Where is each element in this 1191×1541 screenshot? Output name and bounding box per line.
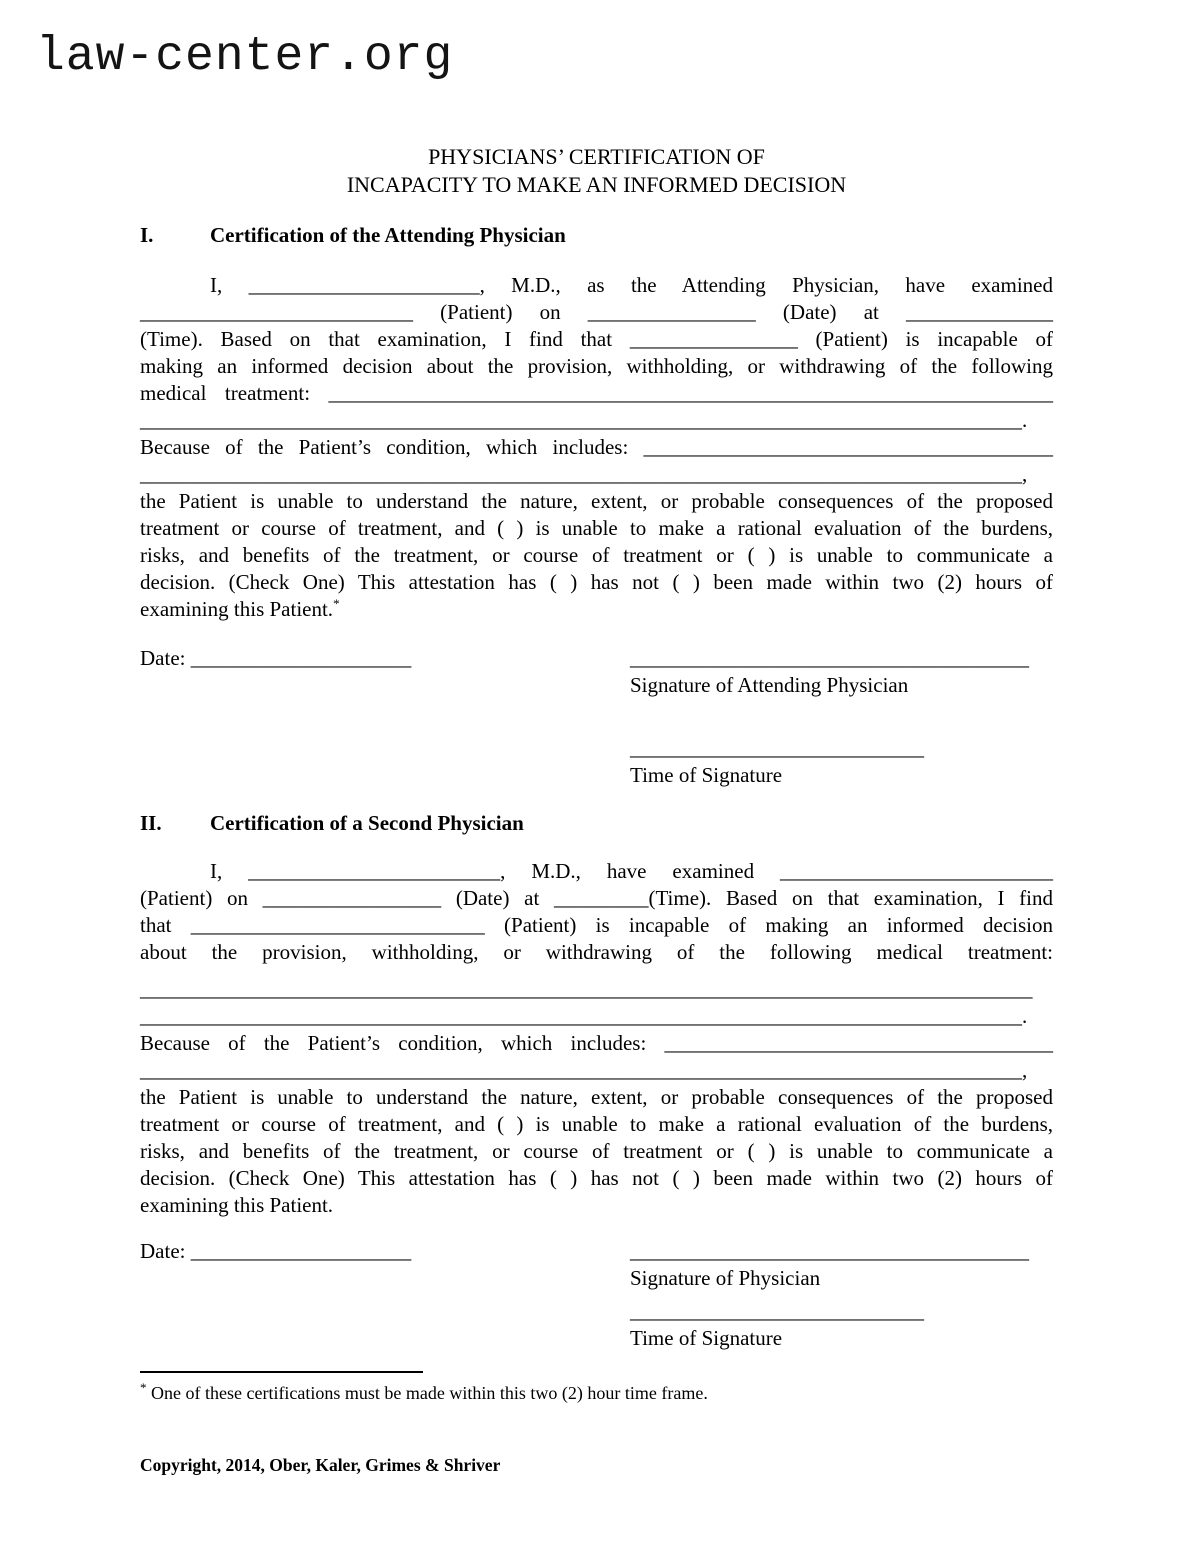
blank-line[interactable]: ____________________________________________________________________________________. [140,408,1028,432]
section-attending-physician [140,222,1053,789]
site-logo: law-center.org [36,30,454,84]
date-label: Date: [140,1239,186,1263]
form-line: (Patient) on _________________ (Date) at _________(Time). Based on that examination, I find [140,886,1053,910]
signature-blank-field[interactable]: ______________________________________ [630,646,1029,670]
blank-line[interactable]: _____________________________________________________________________________________ [140,977,1033,1001]
form-line: Because of the Patient’s condition, which includes: _____________________________________ [140,1031,1053,1055]
document-title-line1: PHYSICIANS’ CERTIFICATION OF [428,144,765,169]
section-second-physician [140,810,1053,1352]
form-line: medical treatment: _____________________________________________________________________ [140,381,1053,405]
section2-date-row [140,1238,630,1352]
form-line: the Patient is unable to understand the nature, extent, or probable consequences of the proposed [140,489,1053,513]
signature-label: Signature of Attending Physician [630,673,909,697]
footnote-separator [140,1371,423,1373]
document-title-line2: INCAPACITY TO MAKE AN INFORMED DECISION [346,172,847,197]
form-line: the Patient is unable to understand the nature, extent, or probable consequences of the proposed [140,1085,1053,1109]
form-line [140,596,1053,623]
form-line: __________________________ (Patient) on ________________ (Date) at ______________ [140,300,1053,324]
form-line: risks, and benefits of the treatment, or course of treatment or ( ) is unable to communicate a [140,543,1053,567]
section2-body [140,858,1053,1219]
signature-label: Signature of Physician [630,1266,821,1290]
time-label: Time of Signature [630,763,783,787]
form-line: decision. (Check One) This attestation has ( ) has not ( ) been made within two (2) hours of [140,570,1053,594]
section2-heading-text: Certification of a Second Physician [210,811,524,835]
form-line: Because of the Patient’s condition, which includes: _______________________________________ [140,435,1053,459]
section2-signature-block [140,1238,1053,1352]
section1-heading-text: Certification of the Attending Physician [210,223,566,247]
form-line: (Time). Based on that examination, I find that ________________ (Patient) is incapable of [140,327,1053,351]
form-line: treatment or course of treatment, and ( ) is unable to make a rational evaluation of the burdens, [140,516,1053,540]
footnote-marker: * [333,596,340,611]
form-line: treatment or course of treatment, and ( ) is unable to make a rational evaluation of the burdens, [140,1112,1053,1136]
section2-signature-column [630,1238,1053,1352]
footnote-text [140,1381,1053,1405]
date-blank-field[interactable]: _____________________ [190,646,412,670]
form-line: that ____________________________ (Patient) is incapable of making an informed decision [140,913,1053,937]
date-label: Date: [140,646,186,670]
section1-signature-column [630,645,1053,789]
form-line: making an informed decision about the provision, withholding, or withdrawing of the following [140,354,1053,378]
signature-blank-field[interactable]: ______________________________________ [630,1239,1029,1263]
blank-line[interactable]: ____________________________________________________________________________________, [140,1058,1028,1082]
document-title [140,143,1053,199]
form-line: I, ______________________, M.D., as the Attending Physician, have examined [210,273,1053,297]
date-blank-field[interactable]: _____________________ [190,1239,412,1263]
form-line-text: examining this Patient. [140,597,334,621]
section1-number: I. [140,223,154,247]
time-blank-field[interactable]: ____________________________ [630,1299,924,1323]
blank-line[interactable]: ____________________________________________________________________________________, [140,462,1028,486]
spacer [630,699,1053,735]
form-line: I, ________________________, M.D., have examined __________________________ [210,859,1053,883]
form-line: examining this Patient. [140,1193,334,1217]
time-label: Time of Signature [630,1326,783,1350]
footnote-marker: * [140,1380,147,1395]
section2-heading [140,810,1053,837]
section1-body [140,272,1053,623]
copyright-text: Copyright, 2014, Ober, Kaler, Grimes & Shriver [140,1455,501,1475]
section2-number: II. [140,811,162,835]
section1-date-row [140,645,630,789]
form-line: decision. (Check One) This attestation has ( ) has not ( ) been made within two (2) hours of [140,1166,1053,1190]
blank-line[interactable]: ____________________________________________________________________________________. [140,1004,1028,1028]
footnote-body: One of these certifications must be made within this two (2) hour time frame. [146,1383,708,1403]
section1-heading [140,222,1053,249]
form-line: about the provision, withholding, or withdrawing of the following medical treatment: [140,940,1053,964]
time-blank-field[interactable]: ____________________________ [630,736,924,760]
section1-signature-block [140,645,1053,789]
form-line: risks, and benefits of the treatment, or course of treatment or ( ) is unable to communicate a [140,1139,1053,1163]
